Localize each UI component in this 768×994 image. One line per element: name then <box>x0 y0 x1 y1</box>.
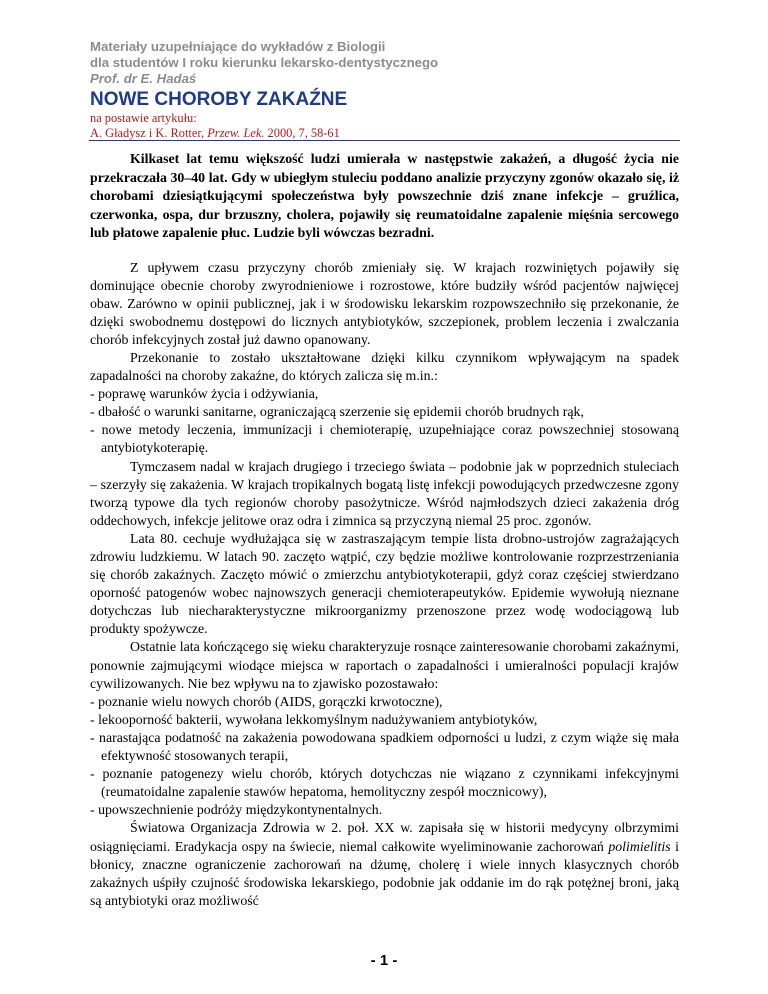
list-item: - nowe metody leczenia, immunizacji i chemioterapię, uzupełniające coraz powszechniej stosowaną antybiotykoterapię. <box>90 422 679 456</box>
list-item: - poprawę warunków życia i odżywiania, <box>90 386 319 402</box>
paragraph-6-end: i błonicy, znaczne ograniczenie zachorowań na dżumę, cholerę i wiele innych klasycznych chorób zakaźnych uśpiły czujność środowiska lekarskiego, podobnie jak oddanie im do rąk potężnej broni, jaką są antybiotyki oraz możliwość <box>90 838 679 908</box>
list-item: - lekooporność bakterii, wywołana lekkomyślnym nadużywaniem antybiotyków, <box>90 711 538 727</box>
paragraph-6 <box>90 819 679 909</box>
list-item: - poznanie wielu nowych chorób (AIDS, gorączki krwotoczne), <box>90 693 443 709</box>
header-divider <box>89 140 680 141</box>
list-item: - dbałość o warunki sanitarne, ograniczającą szerzenie się epidemii chorób brudnych rąk, <box>90 404 584 420</box>
source-citation <box>90 126 690 141</box>
list-item: - narastająca podatność na zakażenia powodowana spadkiem odporności u ludzi, z czym wiąże się mała efektywność stosowanych terapii, <box>90 729 679 764</box>
author-line: Prof. dr E. Hadaś <box>90 71 197 86</box>
list-item: - upowszechnienie podróży międzykontynentalnych. <box>90 802 383 818</box>
audience-line: dla studentów I roku kierunku lekarsko-dentystycznego <box>90 55 439 70</box>
paragraph-6-start: Światowa Organizacja Zdrowia w 2. poł. XX w. zapisała się w historii medycyny olbrzymimi osiągnięciami. Eradykacja ospy na świecie, niemal całkowite wyeliminowanie zachorowań <box>90 820 679 854</box>
source-intro: na postawie artykułu: <box>90 111 197 125</box>
source-ref: 2000, 7, 58-61 <box>264 126 340 140</box>
paragraph-6-italic: polimielitis <box>608 838 671 854</box>
page-number: - 1 - <box>370 952 398 969</box>
article-body <box>90 150 679 910</box>
paragraph-1: Z upływem czasu przyczyny chorób zmieniały się. W krajach rozwiniętych pojawiły się dominujące obecnie choroby zwyrodnieniowe i rozrostowe, które budziły wśród pacjentów najwięcej obaw. Zarówno w opinii publicznej, jak i w środowisku lekarskim rozpowszechniło się przekonanie, że dzięki swobodnemu dostępowi do licznych antybiotyków, szczepionek, problem leczenia i zwalczania chorób infekcyjnych został już dawno opanowany. <box>90 259 679 347</box>
page-title: NOWE CHOROBY ZAKAŹNE <box>90 89 348 110</box>
paragraph-2: Przekonanie to zostało ukształtowane dzięki kilku czynnikom wpływającym na spadek zapadalności na choroby zakaźne, do których zalicza się m.in.: <box>90 349 679 384</box>
paragraph-5: Ostatnie lata kończącego się wieku charakteryzuje rosnące zainteresowanie chorobami zakaźnymi, ponownie zajmującymi wiodące miejsca w raportach o zapadalności i umieralności populacji krajów cywilizowanych. Nie bez wpływu na to zjawisko pozostawało: <box>90 639 679 691</box>
source-journal: Przew. Lek. <box>207 126 265 140</box>
paragraph-4: Lata 80. cechuje wydłużająca się w zastraszającym tempie lista drobno-ustrojów zagrażających zdrowiu ludzkiemu. W latach 90. zaczęto wątpić, czy będzie możliwe kontrolowanie rozprzestrzeniania się chorób zakaźnych. Zaczęto mówić o zmierzchu antybiotykoterapii, gdyż coraz częściej stwierdzano oporność patogenów wobec najnowszych generacji chemioterapeutyków. Epidemie wywołują nieznane dotychczas lub niecharakterystyczne mikroorganizmy przenoszone przez wodę wodociągową lub produkty spożywcze. <box>90 530 679 637</box>
source-authors: A. Gładysz i K. Rotter, <box>90 126 208 140</box>
course-line: Materiały uzupełniające do wykładów z Biologii <box>90 39 386 54</box>
list-item: - poznanie patogenezy wielu chorób, których dotychczas nie wiązano z czynnikami infekcyjnymi (reumatoidalne zapalenie stawów hepatoma, hemolityczny zespół mocznicowy), <box>90 766 679 800</box>
lead-paragraph: Kilkaset lat temu większość ludzi umierała w następstwie zakażeń, a długość życia nie przekraczała 30–40 lat. Gdy w ubiegłym stuleciu poddano analizie przyczyny zgonów okazało się, iż chorobami dziesiątkującymi społeczeństwa były powszechnie dziś znane infekcje – gruźlica, czerwonka, ospa, dur brzuszny, cholera, pojawiły się reumatoidalne zapalenie mięśnia sercowego lub płatowe zapalenie płuc. Ludzie byli wówczas bezradni. <box>90 151 679 240</box>
header-block <box>90 39 690 141</box>
paragraph-3: Tymczasem nadal w krajach drugiego i trzeciego świata – podobnie jak w poprzednich stuleciach – szerzyły się zakażenia. W krajach tropikalnych bogatą listę infekcji powodujących przedwczesne zgony tworzą typowe dla tych regionów choroby pasożytnicze. Wśród najmłodszych dzieci zakażenia dróg oddechowych, infekcje jelitowe oraz odra i zimnica są przyczyną niemal 25 proc. zgonów. <box>90 458 679 528</box>
